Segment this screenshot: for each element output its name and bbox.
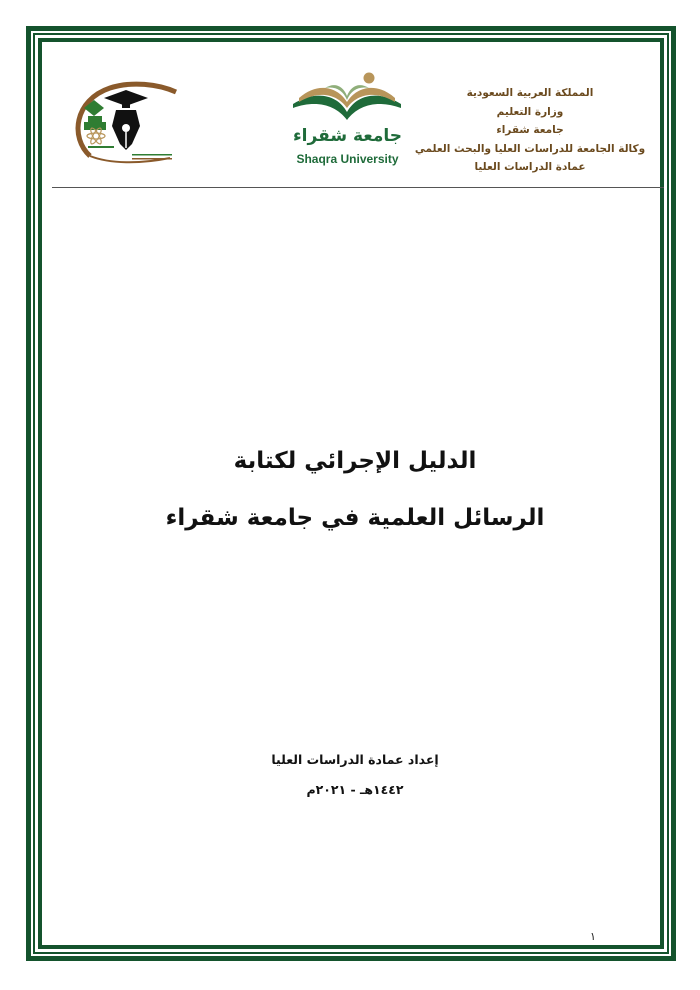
header-line-university: جامعة شقراء — [496, 124, 564, 136]
header-text-block — [410, 84, 650, 177]
page-number: ١ — [590, 930, 596, 943]
deanship-logo-icon — [70, 78, 178, 168]
university-english-name: Shaqra University — [296, 152, 399, 166]
document-date: ١٤٤٢هـ - ٢٠٢١م — [306, 782, 404, 797]
header-line-kingdom: المملكة العربية السعودية — [466, 87, 594, 99]
header-divider — [52, 187, 664, 188]
header-line-deanship: عمادة الدراسات العليا — [474, 161, 586, 173]
document-title-line-2: الرسائل العلمية في جامعة شقراء — [165, 505, 545, 531]
prepared-by: إعداد عمادة الدراسات العليا — [271, 752, 439, 767]
document-title-line-1: الدليل الإجرائي لكتابة — [233, 448, 477, 474]
header-line-vice-rectorate: وكالة الجامعة للدراسات العليا والبحث العلمي — [414, 142, 646, 155]
header-line-ministry: وزارة التعليم — [496, 105, 564, 118]
university-arabic-name: جامعة شقراء — [292, 126, 403, 146]
